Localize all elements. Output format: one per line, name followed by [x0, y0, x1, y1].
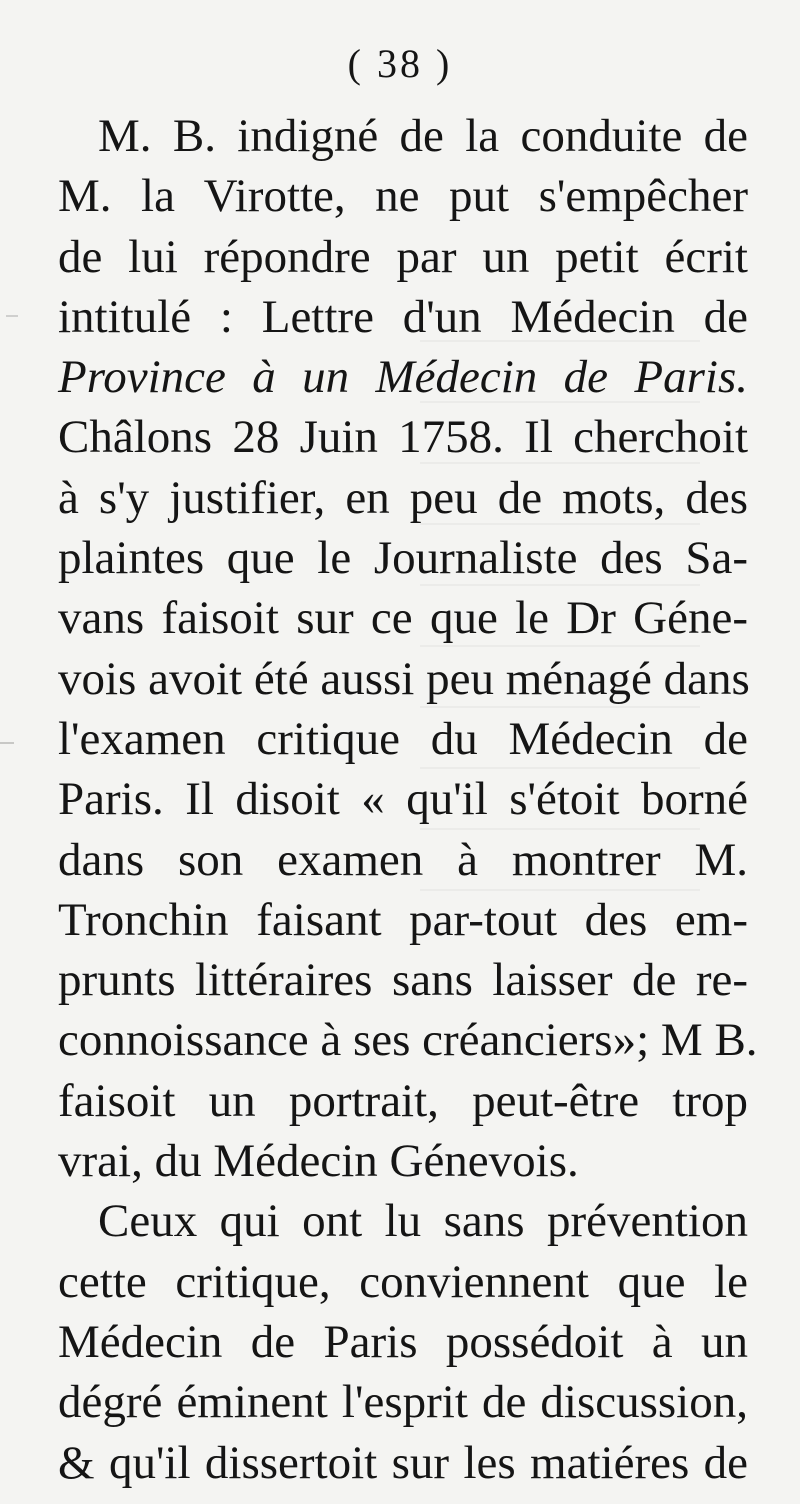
text-line: Province à un Médecin de Paris.	[58, 351, 748, 404]
text-line: à s'y justifier, en peu de mots, des	[58, 471, 748, 524]
text-line: vois avoit été aussi peu ménagé dans	[58, 652, 750, 705]
text-line: M. la Virotte, ne put s'empêcher	[58, 170, 748, 223]
text-line: M. B. indigné de la conduite de	[98, 110, 748, 162]
text-line: connoissance à ses créanciers»; M B.	[58, 1014, 758, 1067]
text-line: intitulé : Lettre d'un Médecin de	[58, 290, 748, 343]
text-line: Ceux qui ont lu sans prévention	[98, 1195, 748, 1248]
text-line: cette critique, conviennent que le	[58, 1255, 748, 1308]
body-text	[58, 106, 758, 1493]
text-line: dans son examen à montrer M.	[58, 833, 748, 886]
text-line: Paris. Il disoit « qu'il s'étoit borné	[58, 773, 748, 826]
text-line: & qu'il dissertoit sur les matiéres de	[58, 1436, 748, 1489]
text-line: Médecin de Paris possédoit à un	[58, 1315, 748, 1368]
text-line: l'examen critique du Médecin de	[58, 712, 748, 765]
text-line: Tronchin faisant par-tout des em-	[58, 893, 748, 946]
margin-mark	[0, 742, 14, 744]
margin-mark	[6, 315, 18, 317]
text-line: vrai, du Médecin Génevois.	[58, 1135, 579, 1188]
text-line: de lui répondre par un petit écrit	[58, 230, 748, 283]
text-line: faisoit un portrait, peut-être trop	[58, 1074, 748, 1127]
text-line: Châlons 28 Juin 1758. Il cherchoit	[58, 411, 748, 464]
text-line: plaintes que le Journaliste des Sa-	[58, 532, 748, 585]
text-line: prunts littéraires sans laisser de re-	[58, 954, 748, 1007]
text-line: dégré éminent l'esprit de discussion,	[58, 1376, 748, 1429]
text-line: vans faisoit sur ce que le Dr Géne-	[58, 592, 748, 645]
page-number: ( 38 )	[347, 41, 453, 86]
